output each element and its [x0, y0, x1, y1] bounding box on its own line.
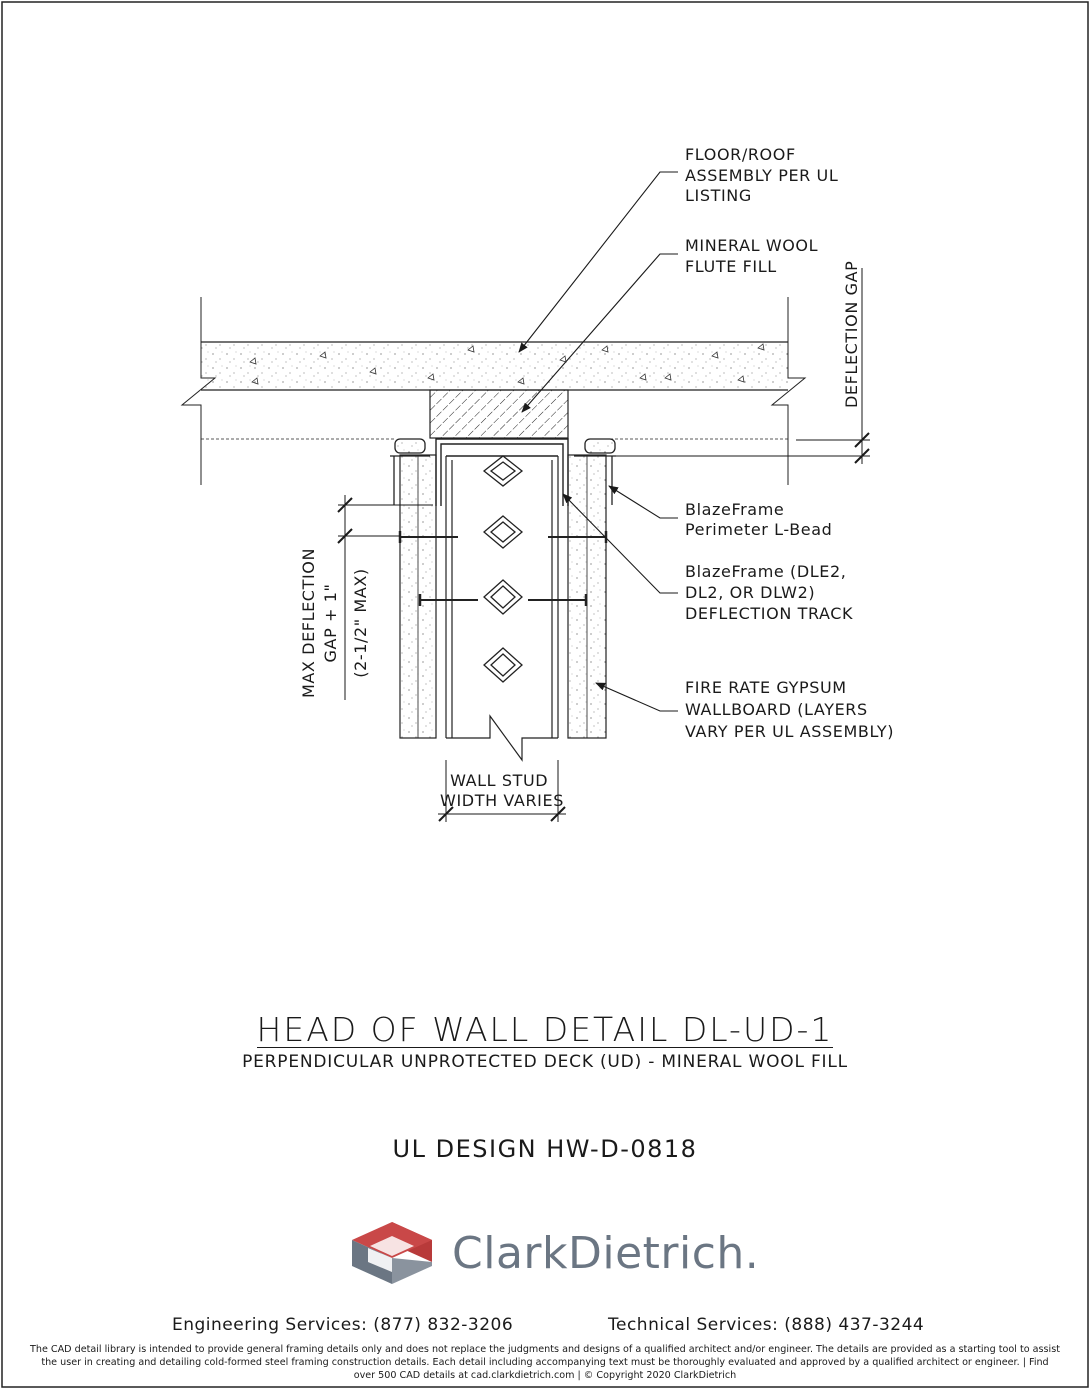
brand-wordmark: ClarkDietrich. [452, 1228, 760, 1279]
title-underline [257, 1047, 833, 1048]
technical-services: Technical Services: (888) 437-3244 [608, 1315, 925, 1335]
max-deflection-label-2: GAP + 1" [321, 583, 340, 663]
gypsum-label: FIRE RATE GYPSUM WALLBOARD (LAYERS VARY PER UL ASSEMBLY) [685, 678, 895, 741]
gypsum-wallboard [400, 455, 606, 738]
clarkdietrich-logo-mark [352, 1222, 432, 1284]
max-deflection-label-1: MAX DEFLECTION [299, 547, 318, 699]
stud-width-label: WALL STUD WIDTH VARIES [440, 771, 564, 810]
page-title: HEAD OF WALL DETAIL DL-UD-1 [256, 1010, 834, 1049]
mineral-wool-label: MINERAL WOOL FLUTE FILL [685, 236, 819, 276]
ul-design-label: UL DESIGN HW-D-0818 [392, 1135, 698, 1163]
engineering-services: Engineering Services: (877) 832-3206 [172, 1315, 514, 1335]
disclaimer-text: The CAD detail library is intended to provide general framing details only and does not replace the judgments and designs of a qualified architect and/or engineer. The details are provided as a starting tool to assist the user in creating and detailing cold-formed steel framing construction details. Each detail including accompanying text must be thoroughly evaluated and approved by a qualified architect or engineer. | Find over 500 CAD details at cad.clarkdietrich.com | © Copyright 2020 ClarkDietrich [30, 1344, 1060, 1381]
wall-stud [446, 456, 558, 760]
mineral-wool-fill [430, 390, 568, 438]
floor-roof-label: FLOOR/ROOF ASSEMBLY PER UL LISTING [685, 145, 839, 205]
deflection-gap-label: DEFLECTION GAP [842, 260, 861, 408]
max-deflection-label-3: (2-1/2" MAX) [351, 568, 370, 678]
deflection-track [436, 439, 568, 506]
track-label: BlazeFrame (DLE2, DL2, OR DLW2) DEFLECTION TRACK [685, 562, 854, 623]
page-subtitle: PERPENDICULAR UNPROTECTED DECK (UD) - MINERAL WOOL FILL [242, 1052, 848, 1072]
sheet-border [2, 2, 1088, 1387]
l-bead-label: BlazeFrame Perimeter L-Bead [685, 500, 833, 539]
